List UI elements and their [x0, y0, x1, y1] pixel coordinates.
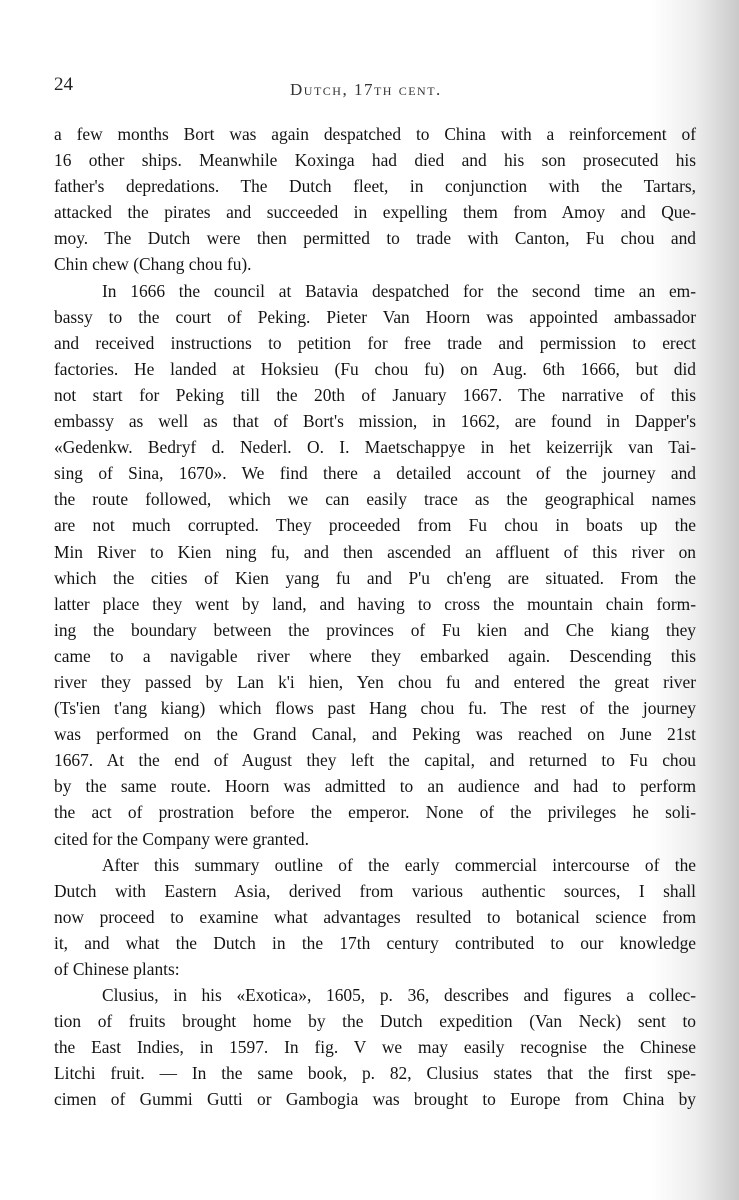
text-line: which the cities of Kien yang fu and P'u ch'eng are situated. From the	[54, 567, 696, 588]
text-line: attacked the pirates and succeeded in expelling them from Amoy and Que-	[54, 202, 696, 223]
text-line: ing the boundary between the provinces of Fu kien and Che kiang they	[54, 619, 696, 640]
text-line: came to a navigable river where they embarked again. Descending this	[54, 645, 696, 666]
text-line: sing of Sina, 1670». We find there a detailed account of the journey and	[54, 463, 696, 484]
text-line: not start for Peking till the 20th of January 1667. The narrative of this	[54, 384, 696, 405]
text-line: In 1666 the council at Batavia despatched for the second time an em-	[102, 280, 696, 301]
text-line: tion of fruits brought home by the Dutch expedition (Van Neck) sent to	[54, 1011, 696, 1032]
text-line: river they passed by Lan k'i hien, Yen chou fu and entered the great river	[54, 671, 696, 692]
text-line: the route followed, which we can easily trace as the geographical names	[54, 489, 696, 510]
text-line: father's depredations. The Dutch fleet, in conjunction with the Tartars,	[54, 176, 696, 197]
running-head	[290, 80, 442, 100]
text-line: of Chinese plants:	[54, 959, 180, 979]
text-line: Clusius, in his «Exotica», 1605, p. 36, describes and figures a collec-	[102, 985, 696, 1006]
body-text	[54, 121, 696, 1113]
text-line: (Ts'ien t'ang kiang) which flows past Hang chou fu. The rest of the journey	[54, 698, 696, 719]
text-line: now proceed to examine what advantages resulted to botanical science from	[54, 906, 696, 927]
text-line: latter place they went by land, and having to cross the mountain chain form-	[54, 593, 696, 614]
text-line: After this summary outline of the early commercial intercourse of the	[102, 854, 696, 875]
text-line: 1667. At the end of August they left the capital, and returned to Fu chou	[54, 750, 696, 771]
text-line: 16 other ships. Meanwhile Koxinga had died and his son prosecuted his	[54, 150, 696, 171]
paragraph-3	[54, 852, 696, 982]
paragraph-2	[54, 278, 696, 852]
running-head-text: Dutch, 17th cent.	[290, 80, 442, 99]
text-line: Dutch with Eastern Asia, derived from various authentic sources, I shall	[54, 880, 696, 901]
text-line: it, and what the Dutch in the 17th century contributed to our knowledge	[54, 932, 696, 953]
text-line: «Gedenkw. Bedryf d. Nederl. O. I. Maetschappye in het keizerrijk van Tai-	[54, 437, 696, 458]
text-line: Litchi fruit. — In the same book, p. 82, Clusius states that the first spe-	[54, 1063, 696, 1084]
text-line: Chin chew (Chang chou fu).	[54, 254, 252, 275]
page-number: 24	[54, 74, 73, 95]
text-line: by the same route. Hoorn was admitted to an audience and had to perform	[54, 776, 696, 797]
text-line: cimen of Gummi Gutti or Gambogia was brought to Europe from China by	[54, 1089, 696, 1110]
paragraph-1	[54, 121, 696, 278]
text-line: embassy as well as that of Bort's mission, in 1662, are found in Dapper's	[54, 411, 696, 432]
text-line: and received instructions to petition for free trade and permission to erect	[54, 332, 696, 353]
text-line: bassy to the court of Peking. Pieter Van Hoorn was appointed ambassador	[54, 306, 696, 327]
text-line: are not much corrupted. They proceeded from Fu chou in boats up the	[54, 515, 696, 536]
text-line: the act of prostration before the emperor. None of the privileges he soli-	[54, 802, 696, 823]
text-line: cited for the Company were granted.	[54, 828, 309, 849]
text-line: Min River to Kien ning fu, and then ascended an affluent of this river on	[54, 541, 696, 562]
paragraph-4	[54, 982, 696, 1112]
text-line: moy. The Dutch were then permitted to trade with Canton, Fu chou and	[54, 228, 696, 249]
text-line: was performed on the Grand Canal, and Peking was reached on June 21st	[54, 724, 696, 745]
text-line: factories. He landed at Hoksieu (Fu chou fu) on Aug. 6th 1666, but did	[54, 358, 696, 379]
text-line: a few months Bort was again despatched to China with a reinforcement of	[54, 124, 696, 144]
text-line: the East Indies, in 1597. In fig. V we may easily recognise the Chinese	[54, 1037, 696, 1058]
